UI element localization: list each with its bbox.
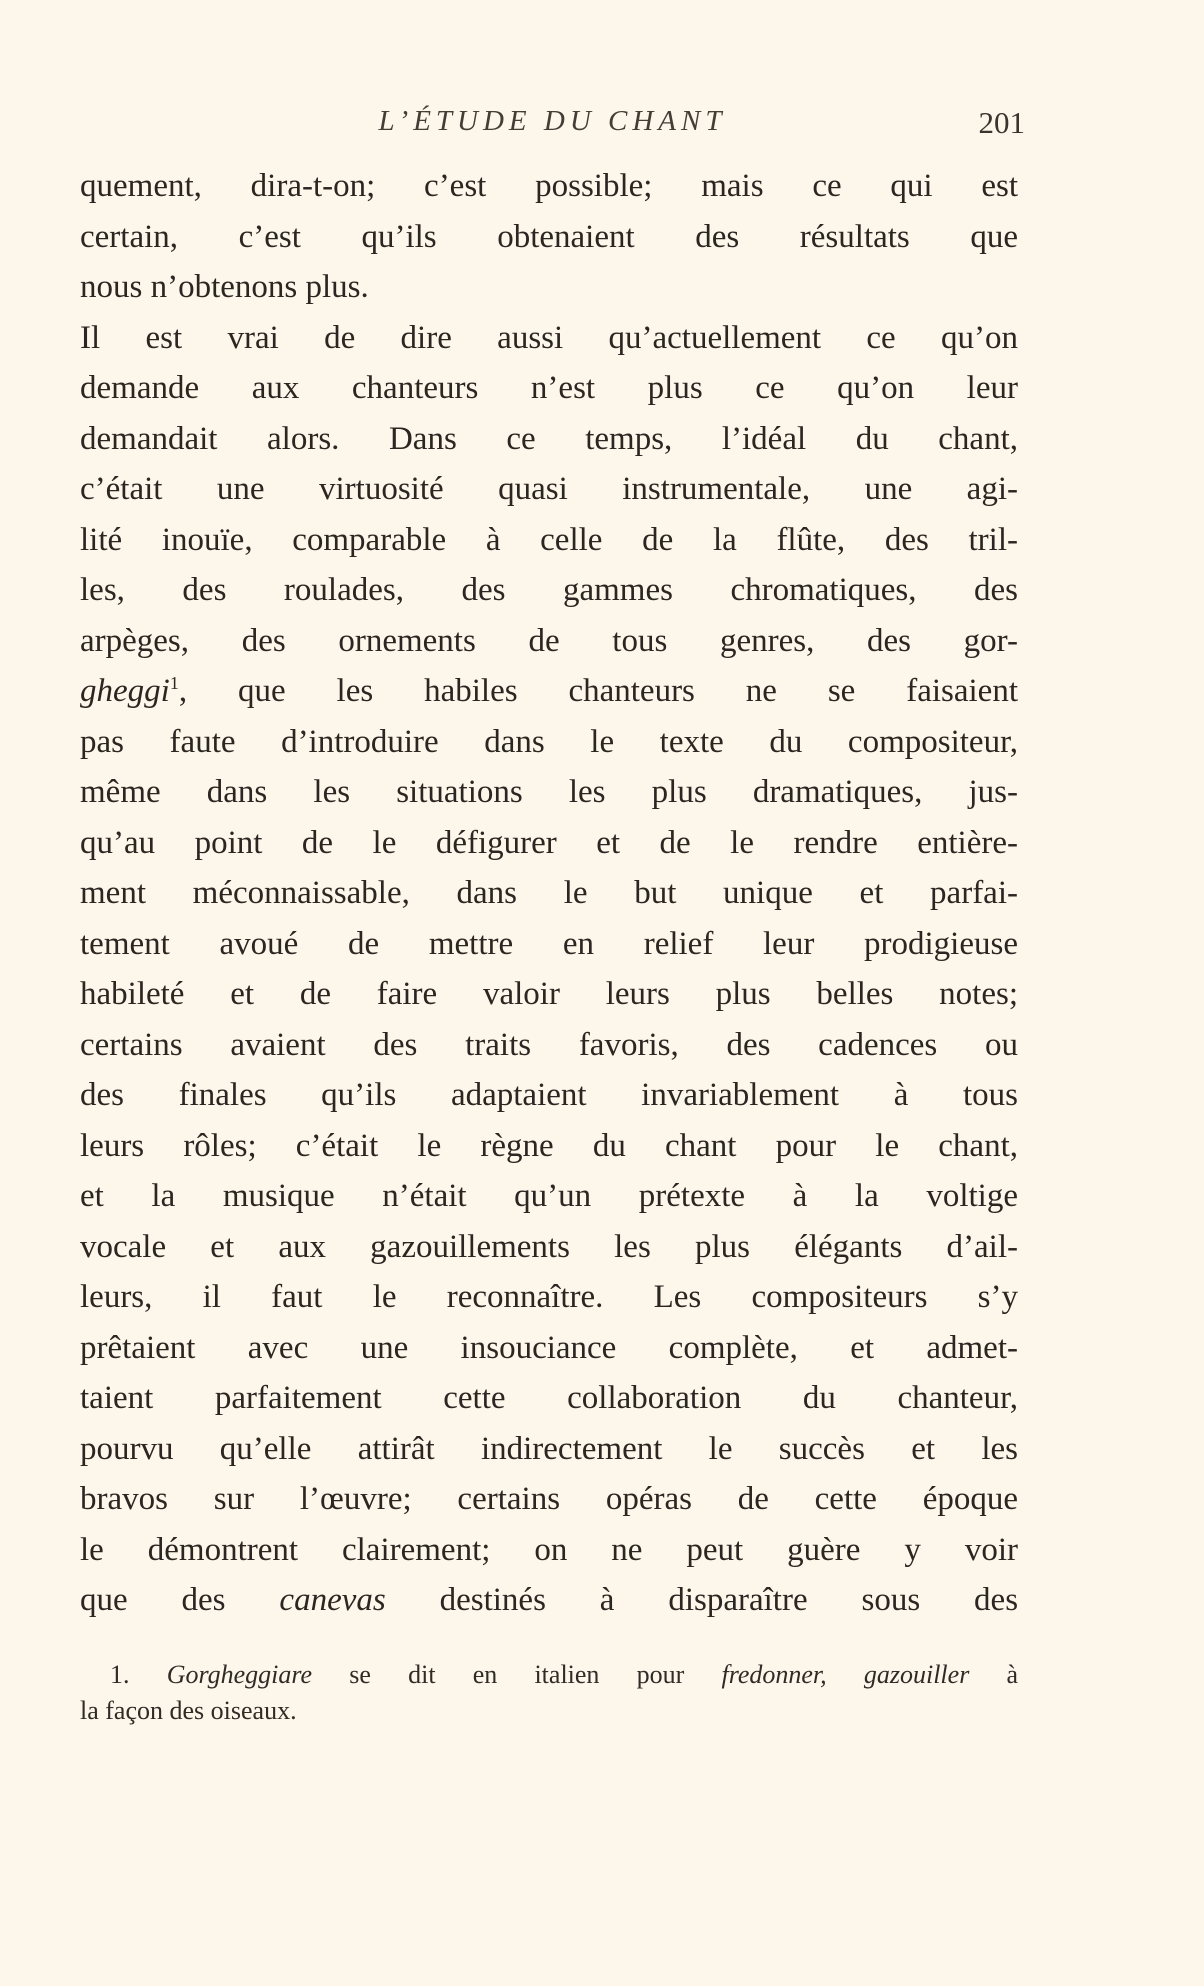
text-line: leurs, il faut le reconnaître. Les compositeurs s’y: [80, 1279, 1018, 1315]
footnote-line: [80, 1657, 1018, 1693]
text-line: pourvu qu’elle attirât indirectement le succès et les: [80, 1430, 1018, 1467]
line11-rest: que les habiles chanteurs ne se faisaient: [237, 673, 1019, 709]
text-line: tement avoué de mettre en relief leur prodigieuse: [80, 925, 1018, 962]
text-line: les, des roulades, des gammes chromatiques, des: [80, 572, 1018, 608]
text-line: demande aux chanteurs n’est plus ce qu’on leur: [80, 370, 1018, 406]
footnote-word-gazouiller: gazouiller: [863, 1660, 970, 1689]
line11-comma: ,: [178, 673, 188, 709]
text-line: Il est vrai de dire aussi qu’actuellement ce qu’on: [80, 319, 1018, 356]
text-line: c’était une virtuosité quasi instrumentale, une agi-: [80, 471, 1018, 507]
text-line: même dans les situations les plus dramatiques, jus-: [80, 774, 1018, 810]
text-line: des finales qu’ils adaptaient invariablement à tous: [80, 1077, 1018, 1113]
running-head: [80, 105, 1025, 149]
text-line: ment méconnaissable, dans le but unique et parfai-: [80, 875, 1018, 911]
text-line: lité inouïe, comparable à celle de la flûte, des tril-: [80, 521, 1018, 558]
footnote-ref: 1: [169, 673, 179, 693]
text-line: certains avaient des traits favoris, des cadences ou: [80, 1026, 1018, 1063]
running-title: L’ÉTUDE DU CHANT: [378, 105, 727, 137]
text-line: leurs rôles; c’était le règne du chant pour le chant,: [80, 1127, 1018, 1164]
text-line: [80, 1575, 1018, 1626]
text-line: et la musique n’était qu’un prétexte à la voltige: [80, 1178, 1018, 1214]
footnote-text-b: à: [1006, 1660, 1019, 1689]
text-line: [80, 666, 1018, 717]
text-line: quement, dira-t-on; c’est possible; mais ce qui est: [80, 168, 1018, 204]
text-line: qu’au point de le défigurer et de le rendre entière-: [80, 824, 1018, 861]
italic-word-gheggi: gheggi: [80, 673, 170, 709]
text-line: certain, c’est qu’ils obtenaient des résultats que: [80, 218, 1018, 255]
text-line: taient parfaitement cette collaboration du chanteur,: [80, 1380, 1018, 1416]
footnote-term: Gorgheggiare: [166, 1660, 313, 1689]
text-line: prêtaient avec une insouciance complète, et admet-: [80, 1329, 1018, 1366]
text-line: arpèges, des ornements de tous genres, des gor-: [80, 622, 1018, 659]
footnote: [80, 1657, 1018, 1729]
text-line: pas faute d’introduire dans le texte du compositeur,: [80, 723, 1018, 760]
line29-rest: destinés à disparaître sous des: [439, 1582, 1019, 1618]
text-line: demandait alors. Dans ce temps, l’idéal du chant,: [80, 420, 1018, 457]
italic-word-canevas: canevas: [279, 1582, 386, 1618]
footnote-text-a: se dit en italien pour: [349, 1660, 685, 1689]
text-line: le démontrent clairement; on ne peut guère y voir: [80, 1531, 1018, 1568]
text-line: habileté et de faire valoir leurs plus belles notes;: [80, 976, 1018, 1012]
line29-prefix: que des: [80, 1582, 226, 1618]
body-text: [80, 161, 1018, 1626]
text-line: nous n’obtenons plus.: [80, 269, 369, 305]
footnote-line: la façon des oiseaux.: [80, 1696, 297, 1725]
footnote-number: 1.: [110, 1660, 130, 1689]
page-number: 201: [978, 105, 1025, 140]
footnote-word-fredonner: fredonner,: [721, 1660, 827, 1689]
text-line: vocale et aux gazouillements les plus élégants d’ail-: [80, 1228, 1018, 1265]
text-line: bravos sur l’œuvre; certains opéras de cette époque: [80, 1481, 1018, 1517]
